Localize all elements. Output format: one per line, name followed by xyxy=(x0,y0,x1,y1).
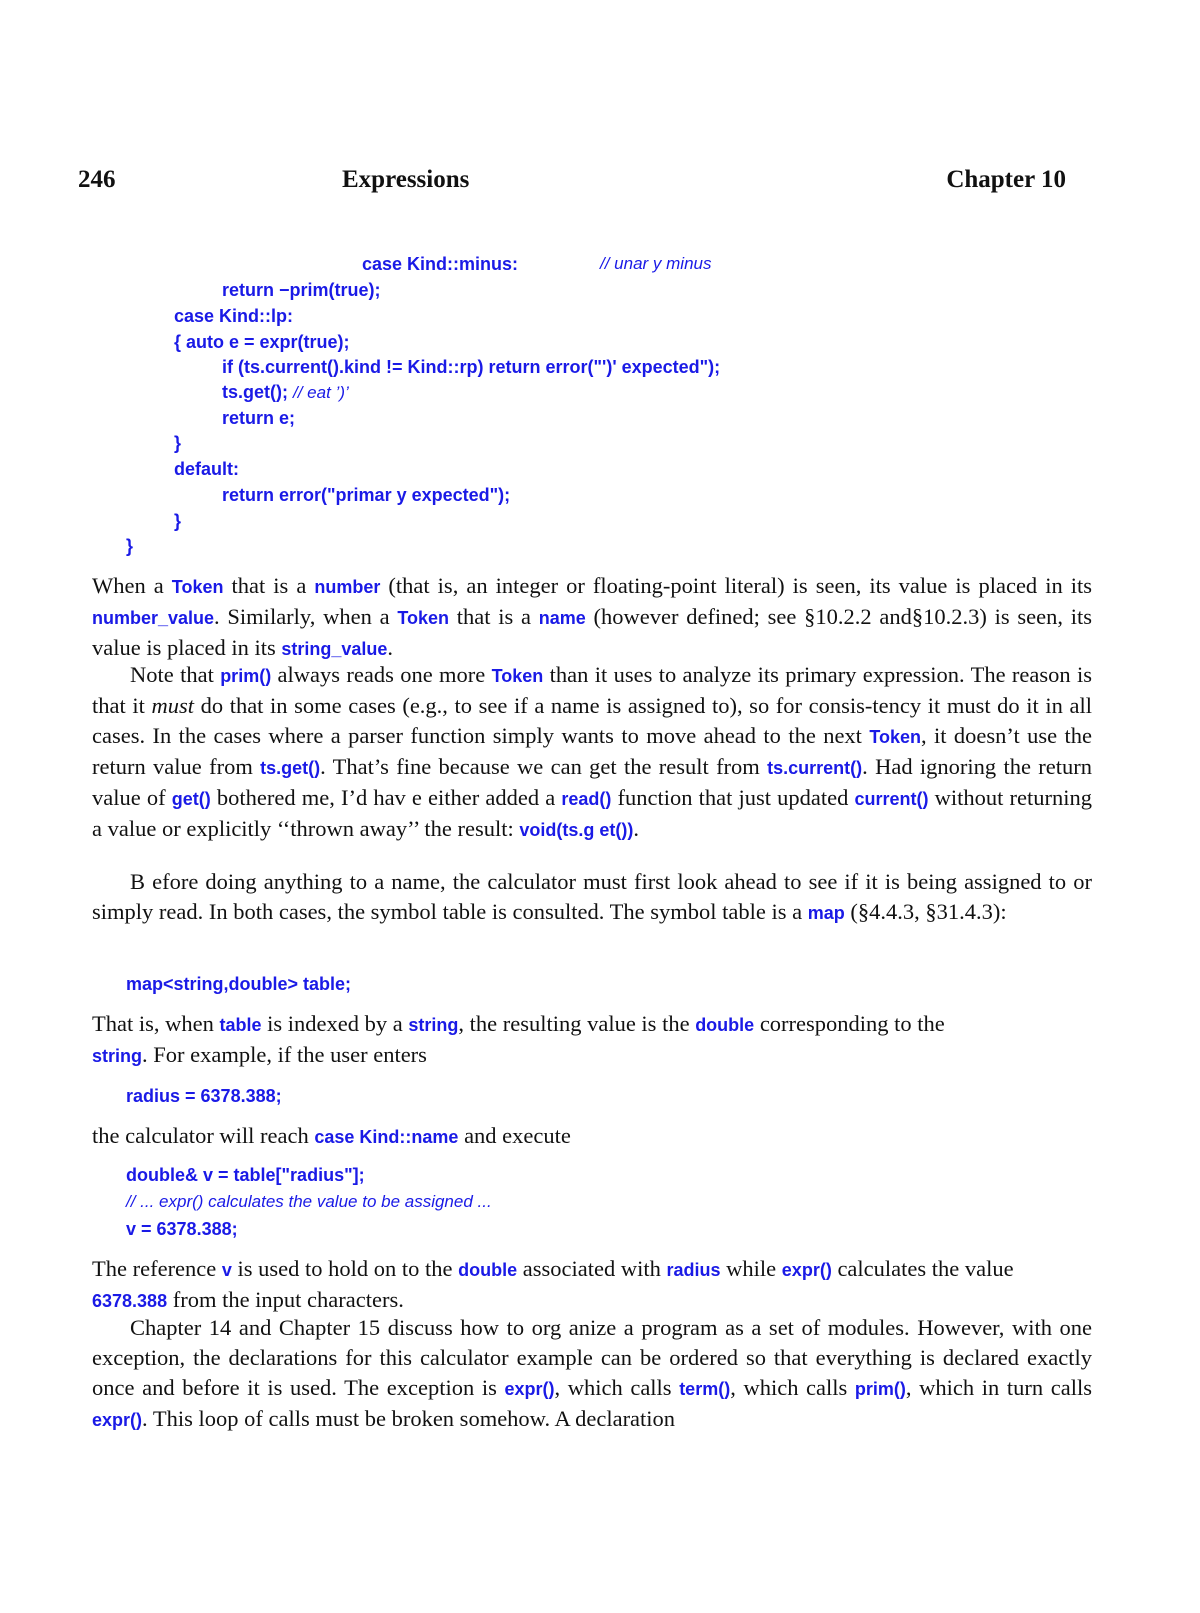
paragraph-5: the calculator will reach case Kind::name and execute xyxy=(92,1123,571,1148)
code-line: return e; xyxy=(222,408,296,428)
paragraph-2: Note that prim() always reads one more Token than it uses to analyze its primary expression. The reason is that it must do that in some cases (e.g., to see if a name is assigned to), so for consis-tency it must do it in all cases. In the cases where a parser function simply wants to move ahead to the next Token, it doesn’t use the return value from ts.get(). That’s fine because we can get the result from ts.current(). Had ignoring the return value of get() bothered me, I’d hav e either added a read() function that just updated current() without returning a value or explicitly ‘‘thrown away’’ the result: void(ts.g et()). xyxy=(92,662,1093,841)
code-comment: // eat ’)’ xyxy=(293,383,349,402)
paragraph-1: When a Token that is a number (that is, an integer or floating-point literal) is seen, its value is placed in its number_value. Similarly, when a Token that is a name (however defined; see §10.2.2 and§10.2.3) is seen, its value is placed in its string_value. xyxy=(92,573,1093,660)
code-line: return −prim(true); xyxy=(222,280,381,300)
chapter-label: Chapter 10 xyxy=(946,166,1066,193)
code-line: case Kind::lp: xyxy=(174,306,294,326)
code-map-declaration: map<string,double> table; xyxy=(126,974,352,994)
code-line: if (ts.current().kind != Kind::rp) return error("')' expected"); xyxy=(222,357,721,377)
code-comment: // unar y minus xyxy=(600,254,712,273)
code-comment: // ... expr() calculates the value to be assigned ... xyxy=(126,1192,492,1211)
running-title: Expressions xyxy=(342,166,470,193)
code-line: { auto e = expr(true); xyxy=(174,332,350,352)
code-line: } xyxy=(174,511,182,531)
paragraph-3: B efore doing anything to a name, the calculator must first look ahead to see if it is being assigned to or simply read. In both cases, the symbol table is consulted. The symbol table is a map (§4.4.3, §31.4.3): xyxy=(92,869,1092,924)
code-radius-input: radius = 6378.388; xyxy=(126,1086,282,1106)
code-line: } xyxy=(174,433,182,453)
code-line: return error("primar y expected"); xyxy=(222,485,511,505)
code-line: v = 6378.388; xyxy=(126,1219,238,1239)
code-line: ts.get(); // eat ’)’ xyxy=(222,382,349,402)
paragraph-4: That is, when table is indexed by a string, the resulting value is the double corresponding to the string. For example, if the user enters xyxy=(92,1011,945,1067)
code-line: case Kind::minus: xyxy=(362,254,519,274)
code-line: } xyxy=(126,536,134,556)
paragraph-7: Chapter 14 and Chapter 15 discuss how to org anize a program as a set of modules. However, with one exception, the declarations for this calculator example can be ordered so that everything is declared exactly once and before it is used. The exception is expr(), which calls term(), which calls prim(), which in turn calls expr(). This loop of calls must be broken somehow. A declaration xyxy=(92,1315,1093,1431)
code-line: default: xyxy=(174,459,239,479)
paragraph-6: The reference v is used to hold on to the double associated with radius while expr() calculates the value 6378.388 from the input characters. xyxy=(92,1256,1014,1312)
code-line: double& v = table["radius"]; xyxy=(126,1165,365,1185)
page-number: 246 xyxy=(78,166,116,193)
